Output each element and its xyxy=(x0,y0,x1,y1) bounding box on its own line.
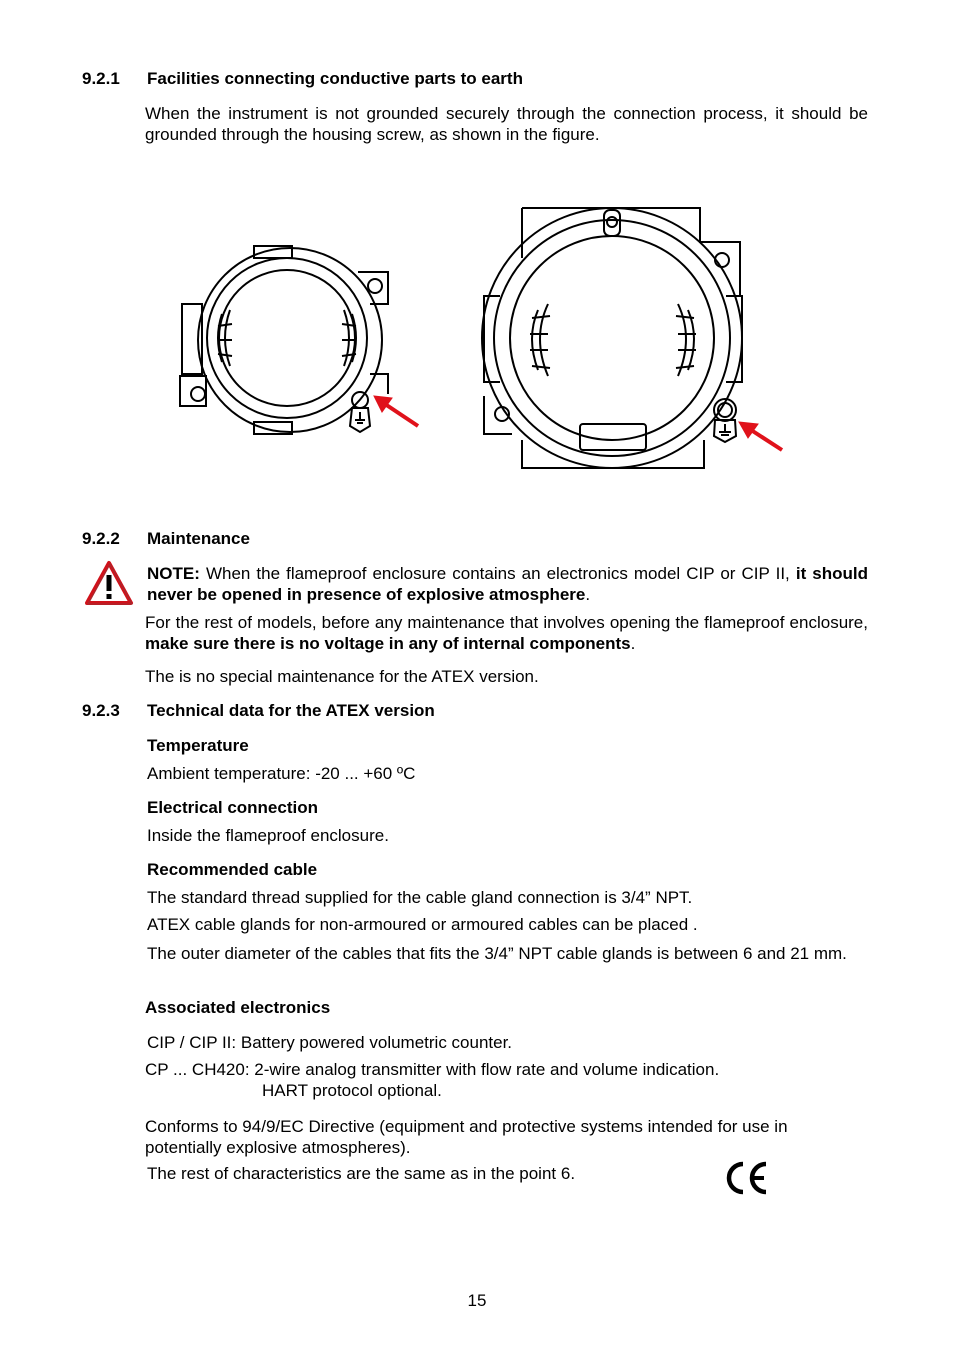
ground-arrow-large xyxy=(739,422,782,450)
maintenance-text: For the rest of models, before any maintenance that involves opening the flameproof enclosure, xyxy=(145,613,868,632)
large-enclosure-drawing xyxy=(482,208,742,468)
note-paragraph xyxy=(147,563,868,605)
cable-text-2: ATEX cable glands for non-armoured or armoured cables can be placed . xyxy=(147,915,698,934)
ce-mark-icon xyxy=(724,1160,770,1196)
maintenance-end: . xyxy=(630,634,636,653)
no-maintenance-paragraph: The is no special maintenance for the ATEX version. xyxy=(145,667,539,686)
ground-arrow-small xyxy=(374,396,418,426)
associated-text-2: CP ... CH420: 2-wire analog transmitter with flow rate and volume indication. xyxy=(145,1060,720,1079)
section-number-9-2-2: 9.2.2 xyxy=(82,529,120,548)
temperature-heading: Temperature xyxy=(147,736,249,755)
cable-text-3: The outer diameter of the cables that fits the 3/4” NPT cable glands is between 6 and 21 mm. xyxy=(147,944,847,963)
maintenance-bold-text: make sure there is no voltage in any of internal components xyxy=(145,634,631,653)
associated-heading: Associated electronics xyxy=(145,998,331,1017)
grounding-figure xyxy=(170,200,800,480)
associated-text-3: HART protocol optional. xyxy=(262,1081,442,1100)
earth-paragraph: When the instrument is not grounded securely through the connection process, it should be grounded through the housing screw, as shown in the figure. xyxy=(145,104,868,144)
note-end: . xyxy=(585,585,591,604)
cable-text-1: The standard thread supplied for the cable gland connection is 3/4” NPT. xyxy=(147,888,693,907)
rest-characteristics: The rest of characteristics are the same as in the point 6. xyxy=(147,1164,576,1183)
warning-icon xyxy=(84,560,134,606)
small-enclosure-drawing xyxy=(180,246,388,434)
section-title-maintenance: Maintenance xyxy=(147,529,250,548)
conforms-paragraph: Conforms to 94/9/EC Directive (equipment and protective systems intended for use in potentially explosive atmospheres). xyxy=(145,1117,788,1157)
note-bold-text: it should never be opened in presence of explosive atmosphere xyxy=(147,564,868,604)
electrical-heading: Electrical connection xyxy=(147,798,318,817)
section-title-earth: Facilities connecting conductive parts to earth xyxy=(147,69,523,88)
section-title-technical-data: Technical data for the ATEX version xyxy=(147,701,435,720)
electrical-text: Inside the flameproof enclosure. xyxy=(147,826,389,845)
section-number-9-2-3: 9.2.3 xyxy=(82,701,120,720)
associated-text-1: CIP / CIP II: Battery powered volumetric counter. xyxy=(147,1033,513,1052)
section-number-9-2-1: 9.2.1 xyxy=(82,69,120,88)
page-number: 15 xyxy=(467,1291,487,1310)
cable-heading: Recommended cable xyxy=(147,860,318,879)
maintenance-paragraph xyxy=(145,612,868,654)
note-text: When the flameproof enclosure contains an electronics model CIP or CIP II, xyxy=(199,564,796,583)
note-label: NOTE: xyxy=(147,564,200,583)
temperature-text: Ambient temperature: -20 ... +60 ºC xyxy=(147,764,416,783)
